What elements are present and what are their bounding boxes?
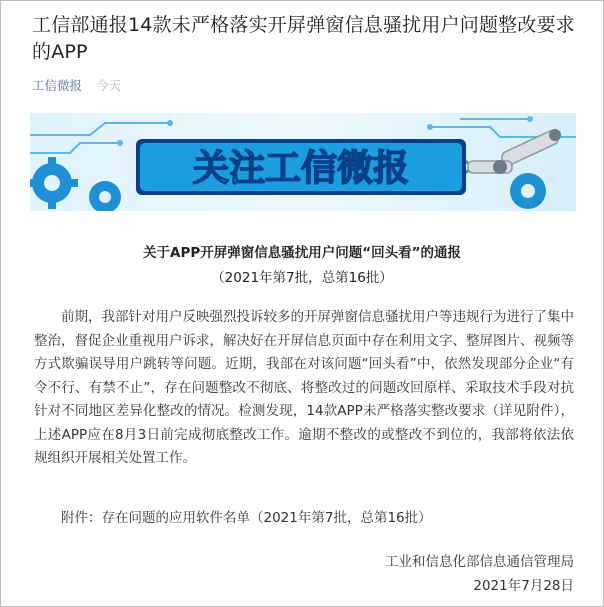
signature-date: 2021年7月28日 (473, 578, 574, 594)
banner-title: 关注工信微报 (192, 148, 410, 189)
publish-date: 今天 (96, 78, 122, 93)
article-title: 工信部通报14款未严格落实开屏弹窗信息骚扰用户问题整改要求的APP (32, 14, 575, 63)
article-meta (32, 76, 121, 94)
banner-image (30, 113, 576, 211)
notice-heading: 关于APP开屏弹窗信息骚扰用户问题“回头看”的通报 (143, 245, 461, 261)
issuing-organization: 工业和信息化部信息通信管理局 (385, 554, 574, 570)
notice-subheading: （2021年第7批，总第16批） (211, 270, 393, 286)
attachment-line: 附件：存在问题的应用软件名单（2021年第7批，总第16批） (61, 510, 432, 526)
source-account-link[interactable]: 工信微报 (32, 78, 83, 93)
notice-body: 前期，我部针对用户反映强烈投诉较多的开屏弹窗信息骚扰用户等违规行为进行了集中整治，督促企业重视用户诉求，解决好在开屏信息页面中存在利用文字、整屏图片、视频等方式欺骗误导用户跳转等问题。近期，我部在对该问题“回头看”中，依然发现部分企业“有令不行、有禁不止”，存在问题整改不彻底、将整改过的问题改回原样、采取技术手段对抗针对不同地区差异化整改的情况。检测发现，14款APP未严格落实整改要求（详见附件），上述APP应在8月3日前完成彻底整改工作。逾期不整改的或整改不到位的，我部将依法依规组织开展相关处置工作。 (34, 309, 574, 466)
